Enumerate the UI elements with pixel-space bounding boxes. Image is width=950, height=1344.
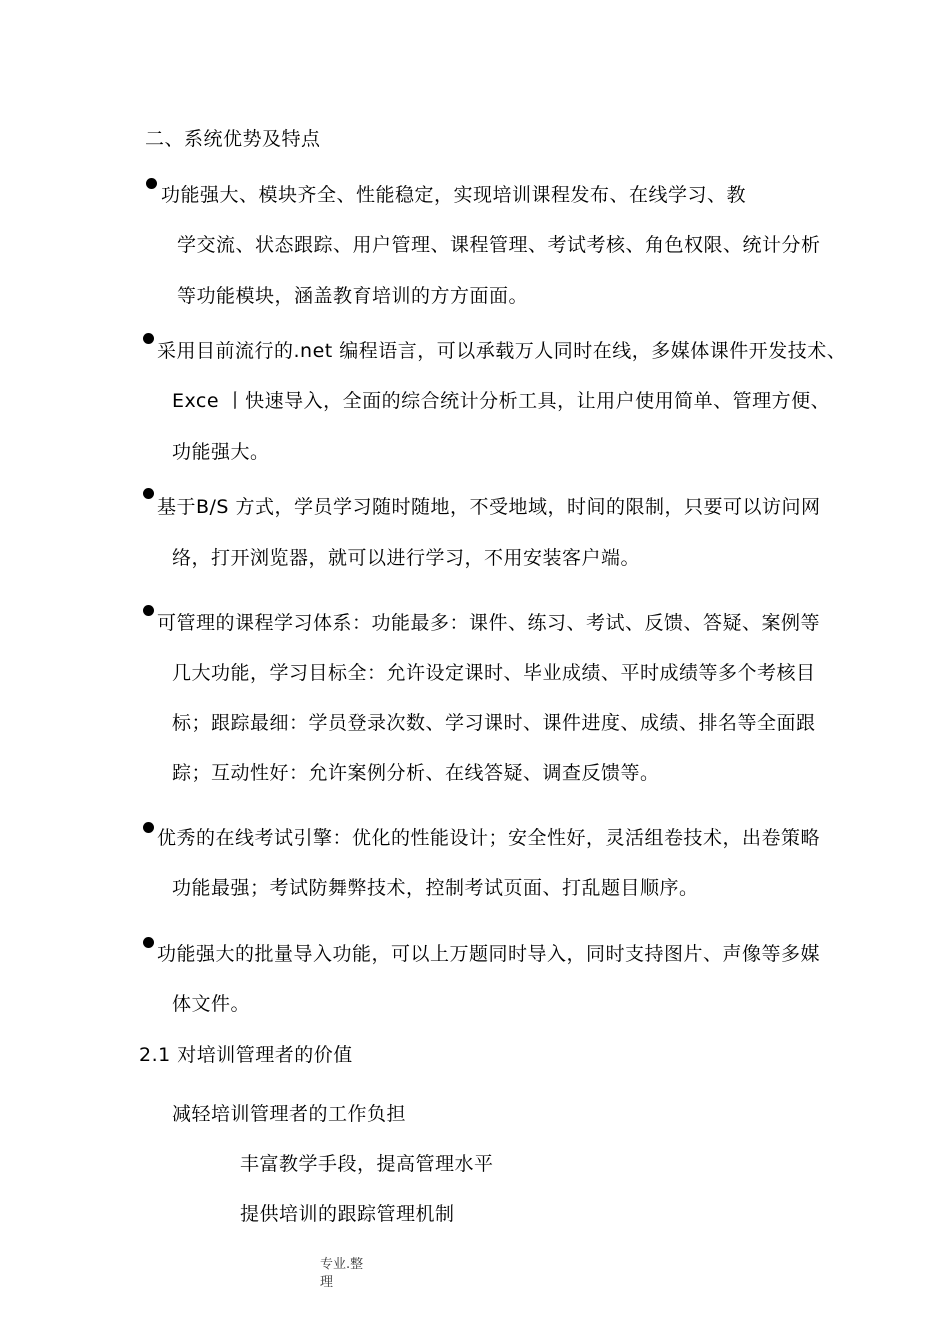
list-item-line: 体文件。 [172, 993, 251, 1015]
section-heading: 二、系统优势及特点 [145, 128, 321, 150]
bullet-icon [143, 822, 154, 833]
footer-watermark: 专业.整 [320, 1257, 364, 1272]
value-item: 减轻培训管理者的工作负担 [172, 1103, 407, 1125]
bullet-icon [143, 488, 154, 499]
bullet-icon [143, 333, 154, 344]
list-item-line: 络，打开浏览器，就可以进行学习，不用安装客户端。 [172, 547, 641, 569]
list-item-line: 功能强大、模块齐全、性能稳定，实现培训课程发布、在线学习、教 [161, 184, 747, 206]
subsection-title: 2.1 对培训管理者的价值 [139, 1044, 353, 1066]
list-item-line: 功能强大。 [172, 441, 270, 463]
bullet-icon [143, 937, 154, 948]
list-item-line: Exce 丨快速导入，全面的综合统计分析工具，让用户使用简单、管理方便、 [172, 390, 831, 412]
list-item-line: 几大功能，学习目标全：允许设定课时、毕业成绩、平时成绩等多个考核目 [172, 662, 816, 684]
list-item-line: 优秀的在线考试引擎：优化的性能设计；安全性好，灵活组卷技术，出卷策略 [157, 827, 821, 849]
list-item-line: 基于B/S 方式，学员学习随时随地，不受地域，时间的限制，只要可以访问网 [157, 496, 821, 518]
list-item-line: 功能强大的批量导入功能，可以上万题同时导入，同时支持图片、声像等多媒 [157, 943, 821, 965]
list-item-line: 标；跟踪最细：学员登录次数、学习课时、课件进度、成绩、排名等全面跟 [172, 712, 816, 734]
value-item: 丰富教学手段，提高管理水平 [240, 1153, 494, 1175]
list-item-line: 踪；互动性好：允许案例分析、在线答疑、调查反馈等。 [172, 762, 660, 784]
bullet-icon [143, 605, 154, 616]
list-item-line: 功能最强；考试防舞弊技术，控制考试页面、打乱题目顺序。 [172, 877, 699, 899]
footer-watermark: 理 [320, 1275, 334, 1290]
bullet-icon [146, 178, 157, 189]
list-item-line: 可管理的课程学习体系：功能最多：课件、练习、考试、反馈、答疑、案例等 [157, 612, 821, 634]
list-item-line: 等功能模块，涵盖教育培训的方方面面。 [177, 285, 529, 307]
list-item-line: 学交流、状态跟踪、用户管理、课程管理、考试考核、角色权限、统计分析 [177, 234, 821, 256]
value-item: 提供培训的跟踪管理机制 [240, 1203, 455, 1225]
list-item-line: 采用目前流行的.net 编程语言，可以承载万人同时在线，多媒体课件开发技术、 [157, 340, 847, 362]
